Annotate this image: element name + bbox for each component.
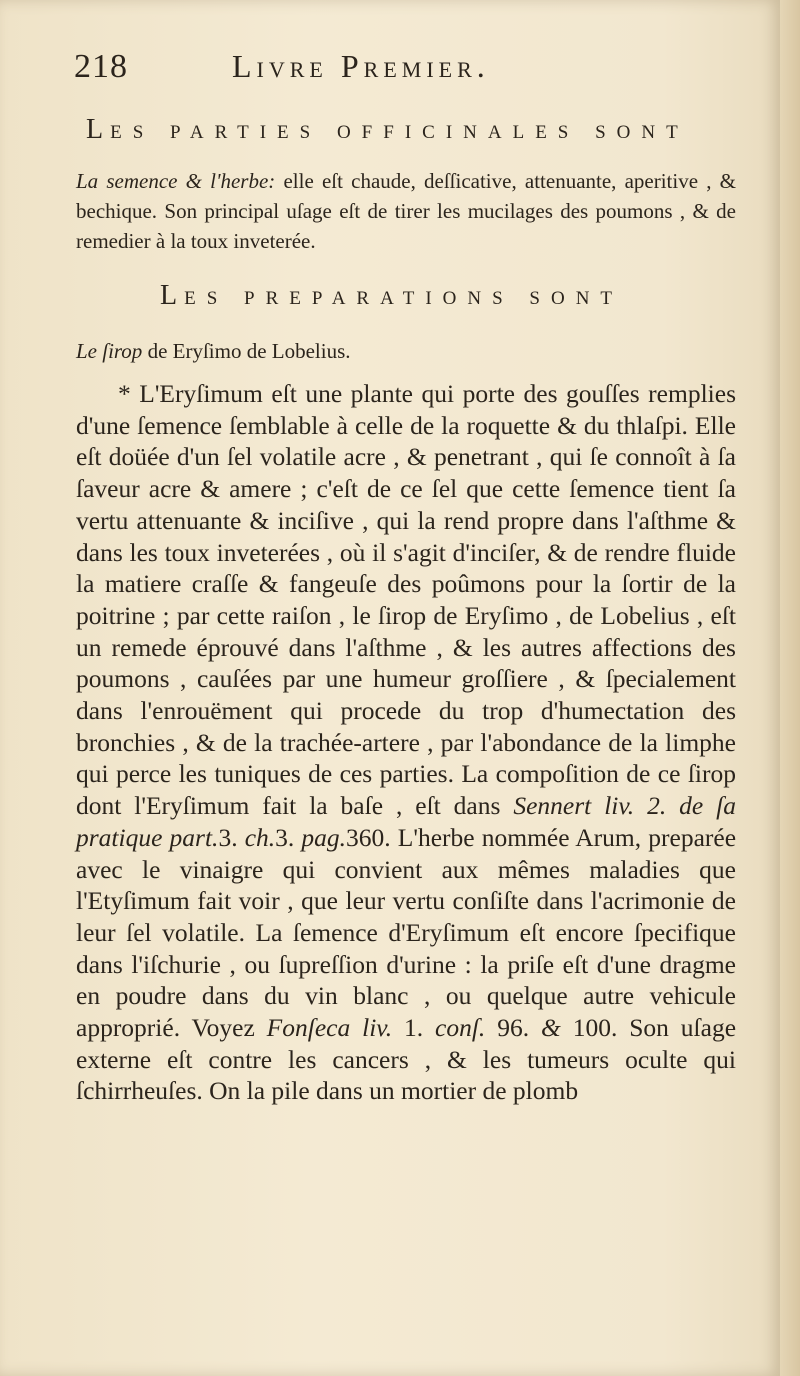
heading-text: ES PARTIES OFFICINALES SONT [110,122,689,143]
section-heading-preparations [160,280,623,312]
italic-lead: Le ſirop [76,339,143,363]
heading-text: ES PREPARATIONS SONT [184,288,624,309]
paragraph-preparations [76,336,736,366]
italic-citation: pag. [301,822,347,852]
text-run: 360. L'herbe nommée Arum, preparée avec le vinaigre qui convient aux mêmes maladies que l'Etyſimum fait voir , que leur vertu conſiſte dans l'acrimonie de leur ſel volatile. La ſemence d'Eryſimum eſt encore ſpecifique dans l'iſchurie , ou ſupreſſion d'urine : la priſe eſt d'une dragme en poudre dans du vin blanc , ou quelque autre vehicule approprié. Voyez [76,822,737,1043]
section-heading-parties-officinales [86,114,689,146]
text-run: 3. [275,822,302,852]
italic-citation: conſ. [435,1013,486,1043]
running-title: Livre Premier. [232,48,490,84]
page-number: 218 [74,48,128,85]
page-header [74,44,754,94]
italic-citation: Fonſeca liv. [266,1013,393,1043]
text-run: 1. [392,1013,436,1043]
page-edge [780,0,800,1376]
heading-initial: L [160,280,185,311]
italic-citation: ch. [244,822,276,852]
paragraph-parties-officinales [76,166,736,256]
paragraph-text: elle eſt chaude, deſſicative, attenuante, aperitive , & bechique. Son principal uſage eſt de tirer les mucilages des poumons , & de remedier à la toux inveterée. [76,169,736,253]
text-run: 3. [218,822,245,852]
paragraph-erysimum-commentary [76,378,736,1107]
paragraph-text: de Eryſimo de Lobelius. [142,339,351,363]
italic-citation: Sennert liv. 2. de ſa pratique part. [76,791,736,852]
text-run: 96. [485,1013,541,1043]
text-run: * L'Eryſimum eſt une plante qui porte des gouſſes remplies d'une ſemence ſemblable à celle de la roquette & du thlaſpi. Elle eſt doüée d'un ſel volatile acre , & penetrant , qui ſe connoît à ſa ſaveur acre & amere ; c'eſt de ce ſel que cette ſemence tient ſa vertu attenuante & inciſive , qui la rend propre dans l'aſthme & dans les toux inveterées , où il s'agit d'inciſer, & de rendre fluide la matiere craſſe & fangeuſe des poûmons pour la ſortir de la poitrine ; par cette raiſon , le ſirop de Eryſimo , de Lobelius , eſt un remede éprouvé dans l'aſthme , & les autres affections des poumons , cauſées par une humeur groſſiere , & ſpecialement dans l'enrouëment qui procede du trop d'humectation des bronchies , & de la trachée-artere , par l'abondance de la limphe qui perce les tuniques de ces parties. La compoſition de ce ſirop dont l'Eryſimum fait la baſe , eſt dans [76,379,736,821]
text-run: 100. Son uſage externe eſt contre les cancers , & les tumeurs oculte qui ſchirrheuſes. On la pile dans un mortier de plomb [76,1013,737,1106]
italic-lead: La semence & l'herbe: [76,169,276,193]
heading-initial: L [86,114,111,145]
italic-citation: & [540,1013,561,1043]
